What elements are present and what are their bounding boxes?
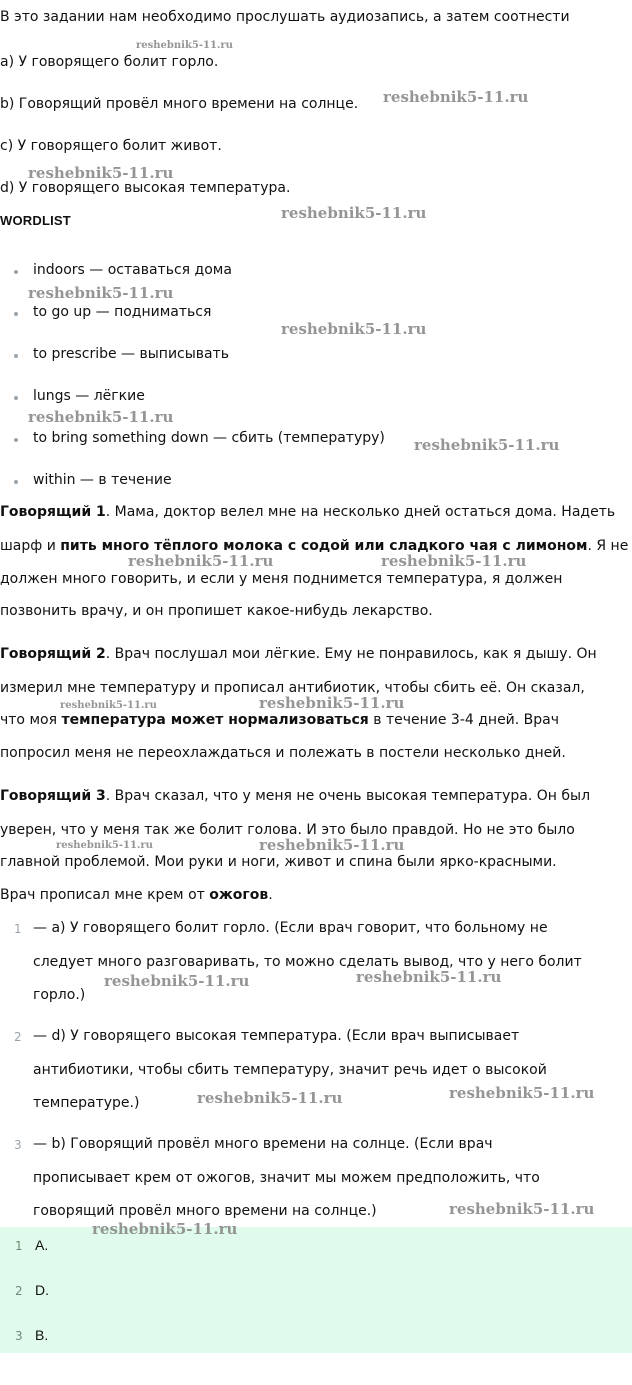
watermark: reshebnik5-11.ru — [383, 88, 529, 106]
explanation-number: 3 — [14, 1138, 22, 1152]
explanation-line: говорящий провёл много времени на солнце.) — [33, 1203, 377, 1219]
speaker2-line4: попросил меня не переохлаждаться и полежать в постели несколько дней. — [0, 745, 566, 761]
speaker3-bold: ожогов — [209, 887, 269, 903]
bullet — [14, 480, 18, 484]
watermark: reshebnik5-11.ru — [197, 1089, 343, 1107]
watermark: reshebnik5-11.ru — [381, 552, 527, 570]
speaker1-text: шарф и — [0, 538, 61, 554]
answer-value: A. — [35, 1237, 49, 1253]
answer-number: 3 — [15, 1329, 23, 1343]
speaker2-bold: температура может нормализоваться — [61, 712, 369, 728]
speaker1-line2 — [0, 537, 628, 555]
speaker3-line4 — [0, 886, 273, 904]
watermark: reshebnik5-11.ru — [136, 40, 233, 51]
explanation-line: антибиотики, чтобы сбить температуру, значит речь идет о высокой — [33, 1062, 547, 1078]
wordlist-item: indoors — оставаться дома — [33, 262, 232, 278]
speaker2-text: . Врач послушал мои лёгкие. Ему не понравилось, как я дышу. Он — [105, 646, 597, 662]
speaker1-line1 — [0, 503, 615, 521]
speaker2-line2: измерил мне температуру и прописал антибиотик, чтобы сбить её. Он сказал, — [0, 680, 585, 696]
speaker3-line1 — [0, 787, 590, 805]
explanation-line: следует много разговаривать, то можно сделать вывод, что у него болит — [33, 954, 582, 970]
watermark: reshebnik5-11.ru — [28, 408, 174, 426]
watermark: reshebnik5-11.ru — [414, 436, 560, 454]
wordlist-item: within — в течение — [33, 472, 172, 488]
wordlist-item: to prescribe — выписывать — [33, 346, 230, 362]
speaker2-text: что моя — [0, 712, 62, 728]
speaker3-line2: уверен, что у меня так же болит голова. И это было правдой. Но не это было — [0, 822, 575, 838]
option-d: d) У говорящего высокая температура. — [0, 180, 291, 196]
speaker2-text: в течение 3-4 дней. Врач — [368, 712, 560, 728]
speaker3-text: . — [268, 887, 273, 903]
speaker2-line3 — [0, 711, 559, 729]
watermark: reshebnik5-11.ru — [449, 1200, 595, 1218]
bullet — [14, 354, 18, 358]
speaker1-text: . Мама, доктор велел мне на несколько дней остаться дома. Надеть — [105, 504, 616, 520]
speaker3-line3: главной проблемой. Мои руки и ноги, живот и спина были ярко-красными. — [0, 854, 557, 870]
answer-value: B. — [35, 1327, 49, 1343]
explanation-line: — d) У говорящего высокая температура. (Если врач выписывает — [33, 1028, 520, 1044]
watermark: reshebnik5-11.ru — [92, 1220, 238, 1238]
speaker3-text: Врач прописал мне крем от — [0, 887, 210, 903]
bullet — [14, 438, 18, 442]
answer-number: 1 — [15, 1239, 23, 1253]
watermark: reshebnik5-11.ru — [28, 164, 174, 182]
watermark: reshebnik5-11.ru — [259, 836, 405, 854]
watermark: reshebnik5-11.ru — [356, 968, 502, 986]
explanation-line: — a) У говорящего болит горло. (Если врач говорит, что больному не — [33, 920, 548, 936]
wordlist-title: WORDLIST — [0, 213, 71, 228]
speaker1-label: Говорящий 1 — [0, 504, 106, 520]
option-b: b) Говорящий провёл много времени на солнце. — [0, 96, 359, 112]
watermark: reshebnik5-11.ru — [449, 1084, 595, 1102]
watermark: reshebnik5-11.ru — [128, 552, 274, 570]
speaker1-line3: должен много говорить, и если у меня поднимется температура, я должен — [0, 571, 563, 587]
explanation-line: прописывает крем от ожогов, значит мы можем предположить, что — [33, 1170, 540, 1186]
explanation-line: — b) Говорящий провёл много времени на солнце. (Если врач — [33, 1136, 493, 1152]
watermark: reshebnik5-11.ru — [104, 972, 250, 990]
bullet — [14, 270, 18, 274]
answer-value: D. — [35, 1282, 49, 1298]
wordlist-item: lungs — лёгкие — [33, 388, 145, 404]
speaker1-text: . Я не — [587, 538, 629, 554]
answer-number: 2 — [15, 1284, 23, 1298]
speaker1-bold: пить много тёплого молока с содой или сладкого чая с лимоном — [60, 538, 588, 554]
explanation-line: температуре.) — [33, 1095, 140, 1111]
intro-text: В это задании нам необходимо прослушать аудиозапись, а затем соотнести — [0, 9, 570, 25]
watermark: reshebnik5-11.ru — [60, 700, 157, 711]
explanation-number: 1 — [14, 922, 22, 936]
watermark: reshebnik5-11.ru — [259, 694, 405, 712]
watermark: reshebnik5-11.ru — [281, 320, 427, 338]
watermark: reshebnik5-11.ru — [28, 284, 174, 302]
wordlist-item: to go up — подниматься — [33, 304, 212, 320]
explanation-line: горло.) — [33, 987, 86, 1003]
option-c: c) У говорящего болит живот. — [0, 138, 222, 154]
speaker1-line4: позвонить врачу, и он пропишет какое-нибудь лекарство. — [0, 603, 433, 619]
watermark: reshebnik5-11.ru — [281, 204, 427, 222]
speaker2-line1 — [0, 645, 597, 663]
answer-box — [0, 1227, 632, 1353]
option-a: a) У говорящего болит горло. — [0, 54, 219, 70]
speaker2-label: Говорящий 2 — [0, 646, 106, 662]
bullet — [14, 396, 18, 400]
wordlist-item: to bring something down — сбить (температуру) — [33, 430, 385, 446]
watermark: reshebnik5-11.ru — [56, 840, 153, 851]
explanation-number: 2 — [14, 1030, 22, 1044]
bullet — [14, 312, 18, 316]
speaker3-label: Говорящий 3 — [0, 788, 106, 804]
speaker3-text: . Врач сказал, что у меня не очень высокая температура. Он был — [105, 788, 591, 804]
